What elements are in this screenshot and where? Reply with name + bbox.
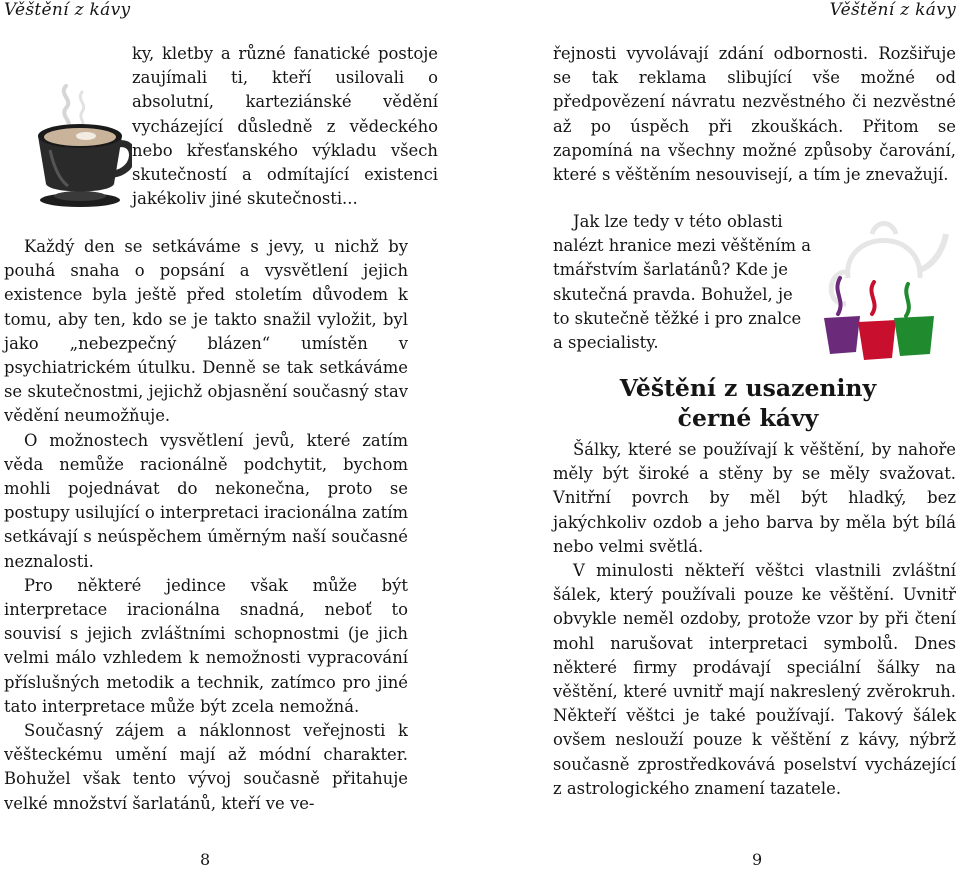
running-head: Věštění z kávy bbox=[4, 0, 131, 20]
paragraph: Pro některé jedince však může být interpretace iracionálna snadná, neboť to souvisí s jejich zvláštními schopnostmi (je jich velmi málo vzhledem k nemožnosti vypracování příslušných metodik a technik, zatímco pro jiné tato interpretace může být zcela nemožná. bbox=[4, 575, 408, 716]
teapot-and-cups-illustration bbox=[810, 212, 950, 362]
paragraph: Šálky, které se používají k věštění, by nahoře měly být široké a stěny by se měly svažovat. Vnitřní povrch by měl být hladký, bez jakýchkoliv ozdob a jeho barva by měla být bílá nebo velmi světlá. bbox=[553, 440, 956, 556]
running-head: Věštění z kávy bbox=[829, 0, 956, 20]
page-number: 9 bbox=[752, 850, 763, 869]
paragraph: Každý den se setkáváme s jevy, u nichž by pouhá snaha o popsání a vysvětlení jejich existence byla ještě před stoletím důvodem k tomu, aby ten, kdo se je takto snažil vyložit, byl jako „nebezpečný blázen“ umístěn v psychiatrickém útulku. Denně se tak setkáváme se skutečnostmi, jejichž objasnění současný stav vědění neumožňuje. bbox=[4, 237, 408, 426]
paragraph: V minulosti někteří věštci vlastnili zvláštní šálek, který používali pouze ke věštění. Uvnitř obvykle neměl ozdoby, protože vzor by při čtení mohl narušovat interpretaci symbolů. Dnes některé firmy prodávají speciální šálky na věštění, které uvnitř mají nakreslený zvěrokruh. Někteří věštci je také používají. Takový šálek ovšem neslouží pouze k věštění z kávy, nýbrž současně zprostředkovává poselství vycházející z astrologického znamení tazatele. bbox=[553, 561, 956, 798]
page-number: 8 bbox=[200, 850, 211, 869]
aside-text bbox=[553, 210, 813, 355]
coffee-cup-illustration bbox=[30, 78, 132, 208]
right-body bbox=[553, 438, 956, 801]
paragraph: řejnosti vyvolávají zdání odbornosti. Rozšiřuje se tak reklama slibující vše možné od předpovězení návratu nezvěstného či nezvěstné až po úspěch při zkouškách. Přitom se zapomíná na všechny možné způsoby čarování, které s věštěním nesouvisejí, a tím je znevažují. bbox=[553, 44, 956, 185]
paragraph: O možnostech vysvětlení jevů, které zatím věda nemůže racionálně podchytit, bychom mohli pojednávat do nekonečna, proto se postupy usilující o interpretaci iracionálna zatím setkávají s neúspěchem úměrným naší současné neznalosti. bbox=[4, 430, 408, 571]
intro-text bbox=[132, 42, 438, 211]
continuation-text bbox=[553, 42, 956, 187]
right-page bbox=[480, 0, 960, 867]
intro-paragraph: ky, kletby a různé fanatické postoje zaujímali ti, kteří usilovali o absolutní, karteziánské vědění vycházející důsledně z vědeckého nebo křesťanského výkladu všech skutečností a odmítající existenci jakékoliv jiné skutečnosti... bbox=[132, 44, 438, 209]
paragraph: Jak lze tedy v této oblasti nalézt hranice mezi věštěním a tmářstvím šarlatánů? Kde je skutečná pravda. Bohužel, je to skutečně těžké i pro znalce a specialisty. bbox=[553, 212, 812, 353]
left-page bbox=[0, 0, 480, 867]
paragraph: Současný zájem a náklonnost veřejnosti k věšteckému umění mají až módní charakter. Bohužel však tento vývoj současně přitahuje velké množství šarlatánů, kteří ve ve- bbox=[4, 721, 408, 813]
section-heading: Věštění z usazeniny černé kávy bbox=[619, 374, 877, 432]
left-body bbox=[4, 235, 408, 816]
